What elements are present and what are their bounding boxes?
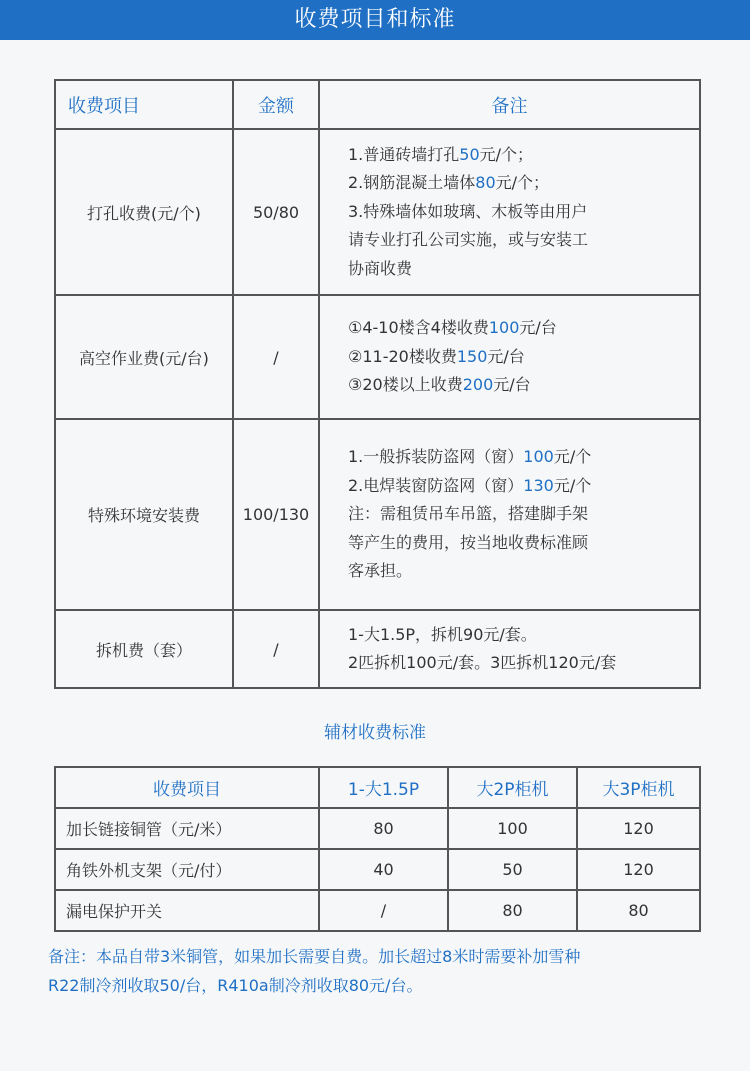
table-row	[55, 129, 700, 295]
row-amount: 100/130	[233, 419, 319, 610]
note-text: 元/台	[519, 318, 557, 338]
note-text: 注：需租赁吊车吊篮，搭建脚手架	[348, 504, 589, 524]
note-text: 元/台	[493, 375, 531, 395]
note-text: 协商收费	[348, 258, 413, 278]
note-line	[348, 529, 699, 558]
page-title: 收费项目和标准	[0, 0, 750, 40]
note-line	[348, 371, 699, 400]
note-line	[348, 198, 699, 227]
fee-table-header	[55, 80, 700, 129]
note-text: 元/个；	[479, 144, 534, 164]
table-row	[55, 808, 700, 849]
row-notes	[319, 295, 700, 419]
note-line	[348, 226, 699, 255]
material-price: 80	[448, 890, 577, 931]
col-header-item: 收费项目	[55, 767, 319, 808]
note-text: 元/个；	[495, 173, 550, 193]
table-row	[55, 295, 700, 419]
note-price: 80	[475, 173, 496, 193]
col-header-3p: 大3P柜机	[577, 767, 700, 808]
col-header-item: 收费项目	[55, 80, 233, 129]
footnote	[48, 942, 718, 1000]
note-text: 元/台	[487, 346, 525, 366]
note-line	[348, 141, 699, 170]
material-price: 80	[319, 808, 448, 849]
note-text: 客承担。	[348, 561, 413, 581]
table-row	[55, 419, 700, 610]
row-item-name: 特殊环境安装费	[55, 419, 233, 610]
note-line	[348, 649, 699, 678]
note-price: 50	[459, 144, 480, 164]
row-item-name: 拆机费（套）	[55, 610, 233, 688]
note-text: 2.钢筋混凝土墙体	[348, 173, 476, 193]
note-text: ③20楼以上收费	[348, 375, 463, 395]
note-text: 3.特殊墙体如玻璃、木板等由用户	[348, 201, 588, 221]
material-price: 100	[448, 808, 577, 849]
row-amount: 50/80	[233, 129, 319, 295]
footnote-line: R22制冷剂收取50/台，R410a制冷剂收取80元/台。	[48, 976, 423, 995]
col-header-1-1.5p: 1-大1.5P	[319, 767, 448, 808]
table-row	[55, 610, 700, 688]
note-text: 元/个	[553, 447, 592, 467]
row-notes	[319, 419, 700, 610]
material-price: 50	[448, 849, 577, 890]
note-text: 2匹拆机100元/套。3匹拆机120元/套	[348, 653, 617, 672]
row-notes	[319, 129, 700, 295]
materials-title: 辅材收费标准	[324, 723, 426, 743]
note-line	[348, 169, 699, 198]
note-price: 100	[488, 318, 520, 338]
material-price: /	[319, 890, 448, 931]
table-row	[55, 890, 700, 931]
col-header-notes: 备注	[319, 80, 700, 129]
note-text: 请专业打孔公司实施，或与安装工	[348, 230, 589, 250]
note-line	[348, 500, 699, 529]
footnote-line: 备注：本品自带3米铜管，如果加长需要自费。加长超过8米时需要补加雪种	[48, 947, 581, 966]
note-line	[348, 314, 699, 343]
note-line	[348, 443, 699, 472]
materials-table-header	[55, 767, 700, 808]
note-line	[348, 343, 699, 372]
material-price: 80	[577, 890, 700, 931]
materials-table	[54, 766, 701, 932]
material-price: 120	[577, 808, 700, 849]
row-notes	[319, 610, 700, 688]
note-line	[348, 472, 699, 501]
row-amount: /	[233, 610, 319, 688]
note-price: 130	[523, 475, 554, 495]
note-price: 100	[523, 447, 554, 467]
row-item-name: 高空作业费(元/台)	[55, 295, 233, 419]
note-price: 150	[456, 346, 488, 366]
material-name: 角铁外机支架（元/付）	[55, 849, 319, 890]
note-text: 1-大1.5P，拆机90元/套。	[348, 624, 537, 644]
note-text: 1.普通砖墙打孔	[348, 144, 460, 164]
note-line	[348, 557, 699, 586]
note-text: 1.一般拆装防盗网（窗）	[348, 447, 524, 467]
note-text: 等产生的费用，按当地收费标准顾	[348, 532, 589, 552]
col-header-amount: 金额	[233, 80, 319, 129]
col-header-2p: 大2P柜机	[448, 767, 577, 808]
material-price: 40	[319, 849, 448, 890]
note-text: 元/个	[553, 475, 592, 495]
note-price: 200	[462, 375, 494, 395]
note-line	[348, 621, 699, 650]
table-row	[55, 849, 700, 890]
note-line	[348, 255, 699, 284]
fee-table	[54, 79, 701, 689]
note-text: ①4-10楼含4楼收费	[348, 318, 489, 338]
row-item-name: 打孔收费(元/个)	[55, 129, 233, 295]
material-price: 120	[577, 849, 700, 890]
material-name: 加长链接铜管（元/米）	[55, 808, 319, 849]
note-text: ②11-20楼收费	[348, 346, 457, 366]
material-name: 漏电保护开关	[55, 890, 319, 931]
note-text: 2.电焊装窗防盗网（窗）	[348, 475, 524, 495]
row-amount: /	[233, 295, 319, 419]
